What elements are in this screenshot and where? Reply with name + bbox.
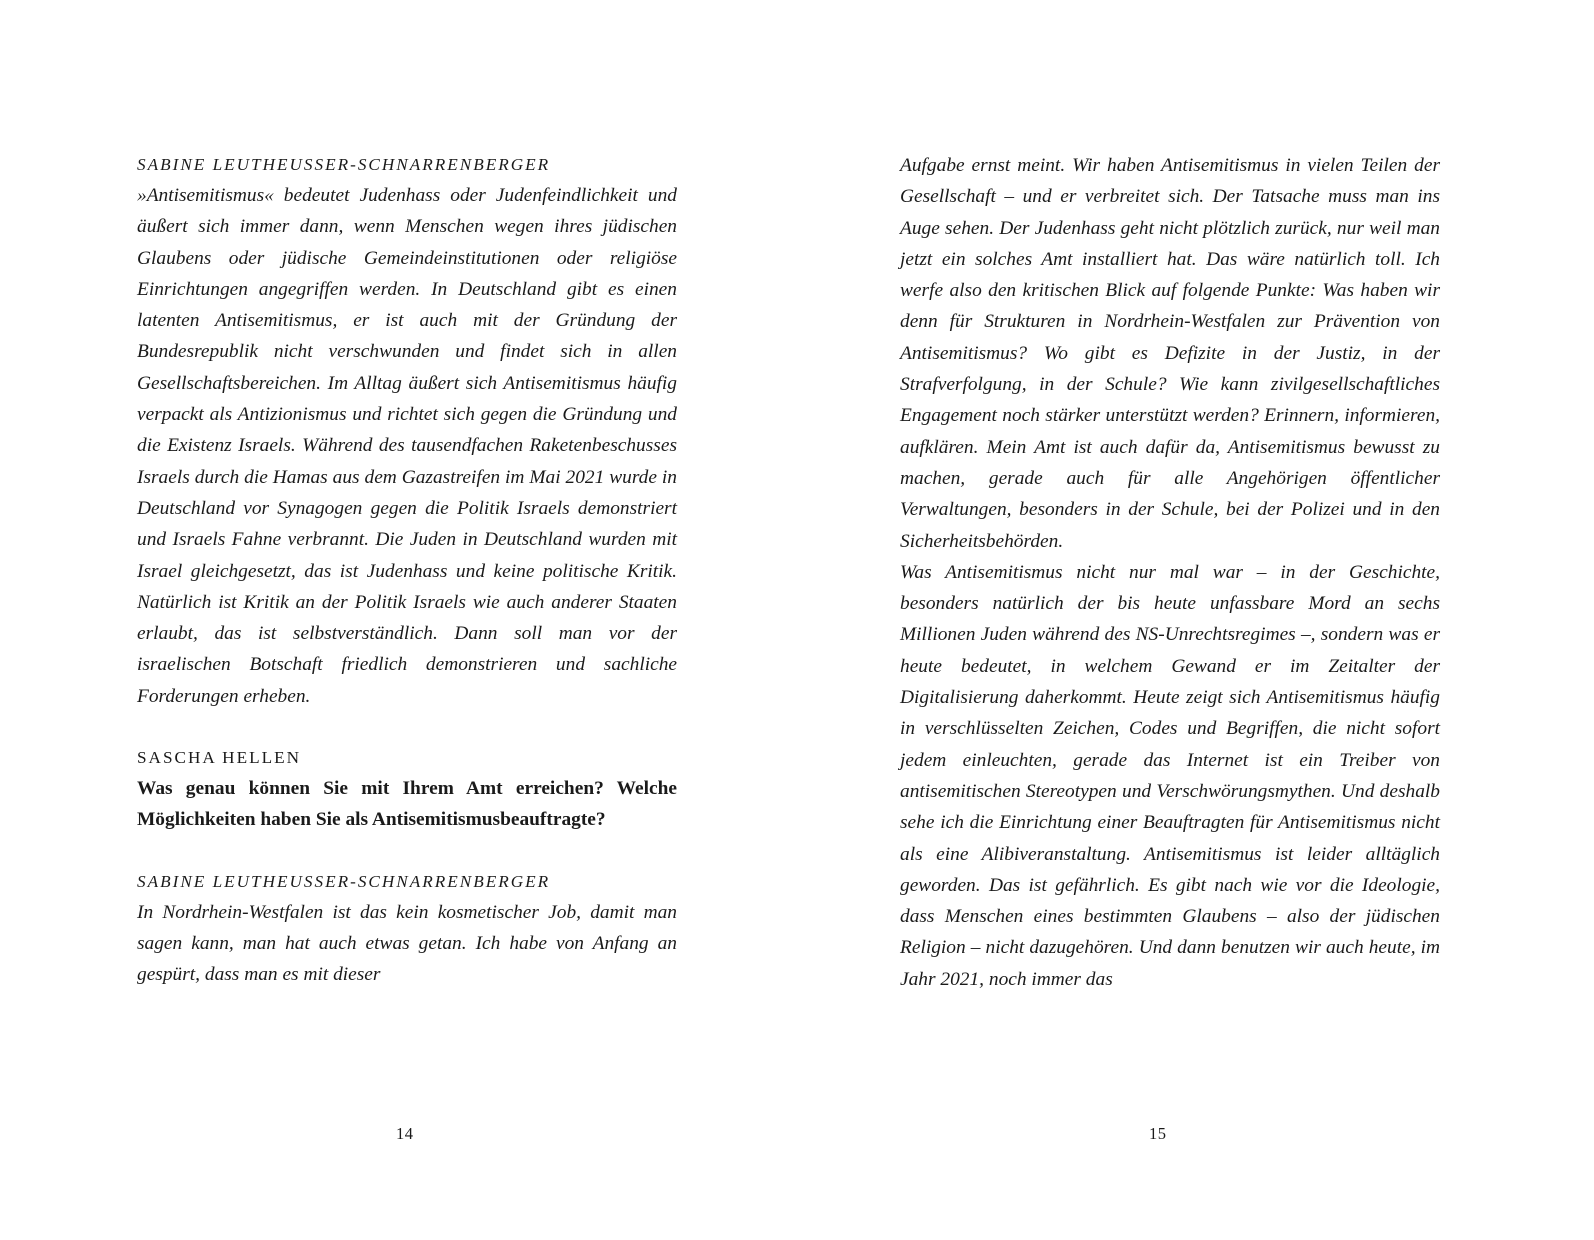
paragraph-spacer bbox=[137, 836, 677, 867]
paragraph-spacer bbox=[137, 712, 677, 743]
right-page-text-column bbox=[900, 150, 1440, 995]
page-number: 14 bbox=[396, 1124, 414, 1143]
speaker-label: SABINE LEUTHEUSSER-SCHNARRENBERGER bbox=[137, 871, 551, 891]
page-number: 15 bbox=[1149, 1124, 1167, 1143]
answer-paragraph: Was Antisemitismus nicht nur mal war – in der Geschichte, besonders natürlich der bis heute unfassbare Mord an sechs Millionen Juden während des NS-Unrechtsregimes –, sondern was er heute bedeutet, in welchem Gewand er im Zeitalter der Digitalisierung daherkommt. Heute zeigt sich Antisemitismus häufig in verschlüsselten Zeichen, Codes und Begriffen, die nicht sofort jedem einleuchten, gerade das Internet ist ein Treiber von antisemitischen Stereotypen und Verschwörungsmythen. Und deshalb sehe ich die Einrichtung einer Beauftragten für Antisemitismus nicht als eine Alibiveranstaltung. Antisemitismus ist leider alltäglich geworden. Das ist gefährlich. Es gibt nach wie vor die Ideologie, dass Menschen eines bestimmten Glaubens – also der jüdischen Religion – nicht dazugehören. Und dann benutzen wir auch heute, im Jahr 2021, noch immer das bbox=[900, 561, 1440, 990]
question-paragraph: Was genau können Sie mit Ihrem Amt erreichen? Welche Möglichkeiten haben Sie als Antisemitismusbeauftragte? bbox=[137, 778, 677, 831]
speaker-label: SASCHA HELLEN bbox=[137, 748, 301, 768]
answer-paragraph: In Nordrhein-Westfalen ist das kein kosmetischer Job, damit man sagen kann, man hat auch etwas getan. Ich habe von Anfang an gespürt, dass man es mit dieser bbox=[137, 901, 677, 986]
answer-paragraph: Aufgabe ernst meint. Wir haben Antisemitismus in vielen Teilen der Gesellschaft – und er verbreitet sich. Der Tatsache muss man ins Auge sehen. Der Judenhass geht nicht plötzlich zurück, nur weil man jetzt ein solches Amt installiert hat. Das wäre natürlich toll. Ich werfe also den kritischen Blick auf folgende Punkte: Was haben wir denn für Strukturen in Nordrhein-Westfalen zur Prävention von Antisemitismus? Wo gibt es Defizite in der Justiz, in der Strafverfolgung, in der Schule? Wie kann zivilgesellschaftliches Engagement noch stärker unterstützt werden? Erinnern, informieren, aufklären. Mein Amt ist auch dafür da, Antisemitismus bewusst zu machen, gerade auch für alle Angehörigen öffentlicher Verwaltungen, besonders in der Schule, bei der Polizei und in den Sicherheitsbehörden. bbox=[900, 155, 1440, 552]
left-page-text-column bbox=[137, 150, 677, 991]
right-page bbox=[797, 0, 1594, 1240]
speaker-label: SABINE LEUTHEUSSER-SCHNARRENBERGER bbox=[137, 155, 551, 174]
answer-paragraph: »Antisemitismus« bedeutet Judenhass oder Judenfeindlichkeit und äußert sich immer dann, wenn Menschen wegen ihres jüdischen Glaubens oder jüdische Gemeindeinstitutionen oder religiöse Einrichtungen angegriffen werden. In Deutschland gibt es einen latenten Antisemitismus, er ist auch mit der Gründung der Bundesrepublik nicht verschwunden und findet sich in allen Gesellschaftsbereichen. Im Alltag äußert sich Antisemitismus häufig verpackt als Antizionismus und richtet sich gegen die Gründung und die Existenz Israels. Während des tausendfachen Raketenbeschusses Israels durch die Hamas aus dem Gazastreifen im Mai 2021 wurde in Deutschland vor Synagogen gegen die Politik Israels demonstriert und Israels Fahne verbrannt. Die Juden in Deutschland wurden mit Israel gleichgesetzt, das ist Judenhass und keine politische Kritik. Natürlich ist Kritik an der Politik Israels wie auch anderer Staaten erlaubt, das ist selbstverständlich. Dann soll man vor der israelischen Botschaft friedlich demonstrieren und sachliche Forderungen erheben. bbox=[137, 185, 677, 707]
